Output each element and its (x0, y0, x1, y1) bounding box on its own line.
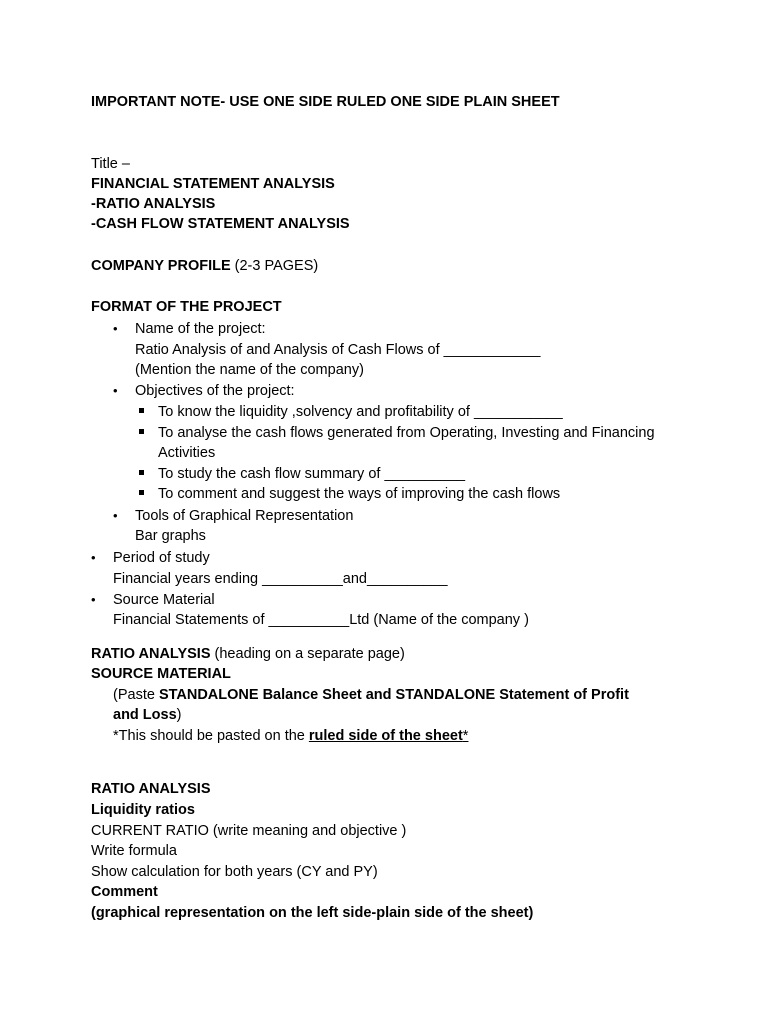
ruled-prefix: *This should be pasted on the (113, 728, 309, 744)
square-bullet-icon (139, 429, 144, 434)
format-heading: FORMAT OF THE PROJECT (91, 299, 282, 315)
paste-instruction-continued (113, 705, 182, 726)
title-label: Title – (91, 156, 130, 172)
graph-instruction: (graphical representation on the left side-plain side of the sheet) (91, 905, 534, 921)
write-formula-line: Write formula (91, 843, 177, 859)
ratio-section-heading-note: (heading on a separate page) (210, 646, 405, 662)
paste-close: ) (176, 707, 182, 723)
objective-item-continued: Activities (158, 445, 216, 461)
title-line-2: -RATIO ANALYSIS (91, 196, 216, 212)
ruled-suffix: * (462, 728, 469, 744)
ruled-emph-text: ruled side of the sheet (308, 728, 463, 744)
objective-item: To comment and suggest the ways of improving the cash flows (158, 486, 561, 502)
company-profile-line (91, 256, 318, 277)
bullet-icon: • (113, 508, 118, 523)
bullet-icon: • (113, 321, 118, 336)
company-profile-pages: (2-3 PAGES) (230, 258, 319, 274)
name-label: Name of the project: (135, 321, 266, 337)
objective-item: To study the cash flow summary of __________ (158, 466, 466, 482)
paste-bold-2: and Loss (113, 707, 177, 723)
bullet-icon: • (91, 550, 96, 565)
square-bullet-icon (139, 408, 144, 413)
name-value: Ratio Analysis of and Analysis of Cash Flows of ____________ (135, 342, 541, 358)
current-ratio-line: CURRENT RATIO (write meaning and objective ) (91, 823, 407, 839)
objectives-label: Objectives of the project: (135, 383, 295, 399)
bullet-icon: • (113, 383, 118, 398)
period-value: Financial years ending __________and__________ (113, 571, 448, 587)
ruled-side-note (113, 726, 468, 747)
comment-heading: Comment (91, 884, 158, 900)
tools-label: Tools of Graphical Representation (135, 508, 354, 524)
ratio-section-heading: RATIO ANALYSIS (91, 646, 211, 662)
source-label: Source Material (113, 592, 215, 608)
show-calculation-line: Show calculation for both years (CY and PY) (91, 864, 378, 880)
ratio-analysis-heading: RATIO ANALYSIS (91, 781, 211, 797)
paste-instruction (113, 685, 629, 706)
paste-open: (Paste (113, 687, 159, 703)
important-note: IMPORTANT NOTE- USE ONE SIDE RULED ONE SIDE PLAIN SHEET (91, 94, 560, 110)
objective-item: To know the liquidity ,solvency and profitability of ___________ (158, 404, 563, 420)
liquidity-ratios-heading: Liquidity ratios (91, 802, 195, 818)
ratio-section-heading-line (91, 644, 405, 665)
bullet-icon: • (91, 592, 96, 607)
square-bullet-icon (139, 470, 144, 475)
square-bullet-icon (139, 490, 144, 495)
ruled-emphasis (309, 728, 469, 744)
name-note: (Mention the name of the company) (135, 362, 364, 378)
objective-item: To analyse the cash flows generated from Operating, Investing and Financing (158, 425, 655, 441)
title-line-3: -CASH FLOW STATEMENT ANALYSIS (91, 216, 350, 232)
company-profile-heading: COMPANY PROFILE (91, 258, 231, 274)
source-value: Financial Statements of __________Ltd (Name of the company ) (113, 612, 529, 628)
paste-bold: STANDALONE Balance Sheet and STANDALONE Statement of Profit (158, 687, 629, 703)
tools-value: Bar graphs (135, 528, 206, 544)
source-material-heading: SOURCE MATERIAL (91, 666, 231, 682)
title-line-1: FINANCIAL STATEMENT ANALYSIS (91, 176, 335, 192)
period-label: Period of study (113, 550, 210, 566)
